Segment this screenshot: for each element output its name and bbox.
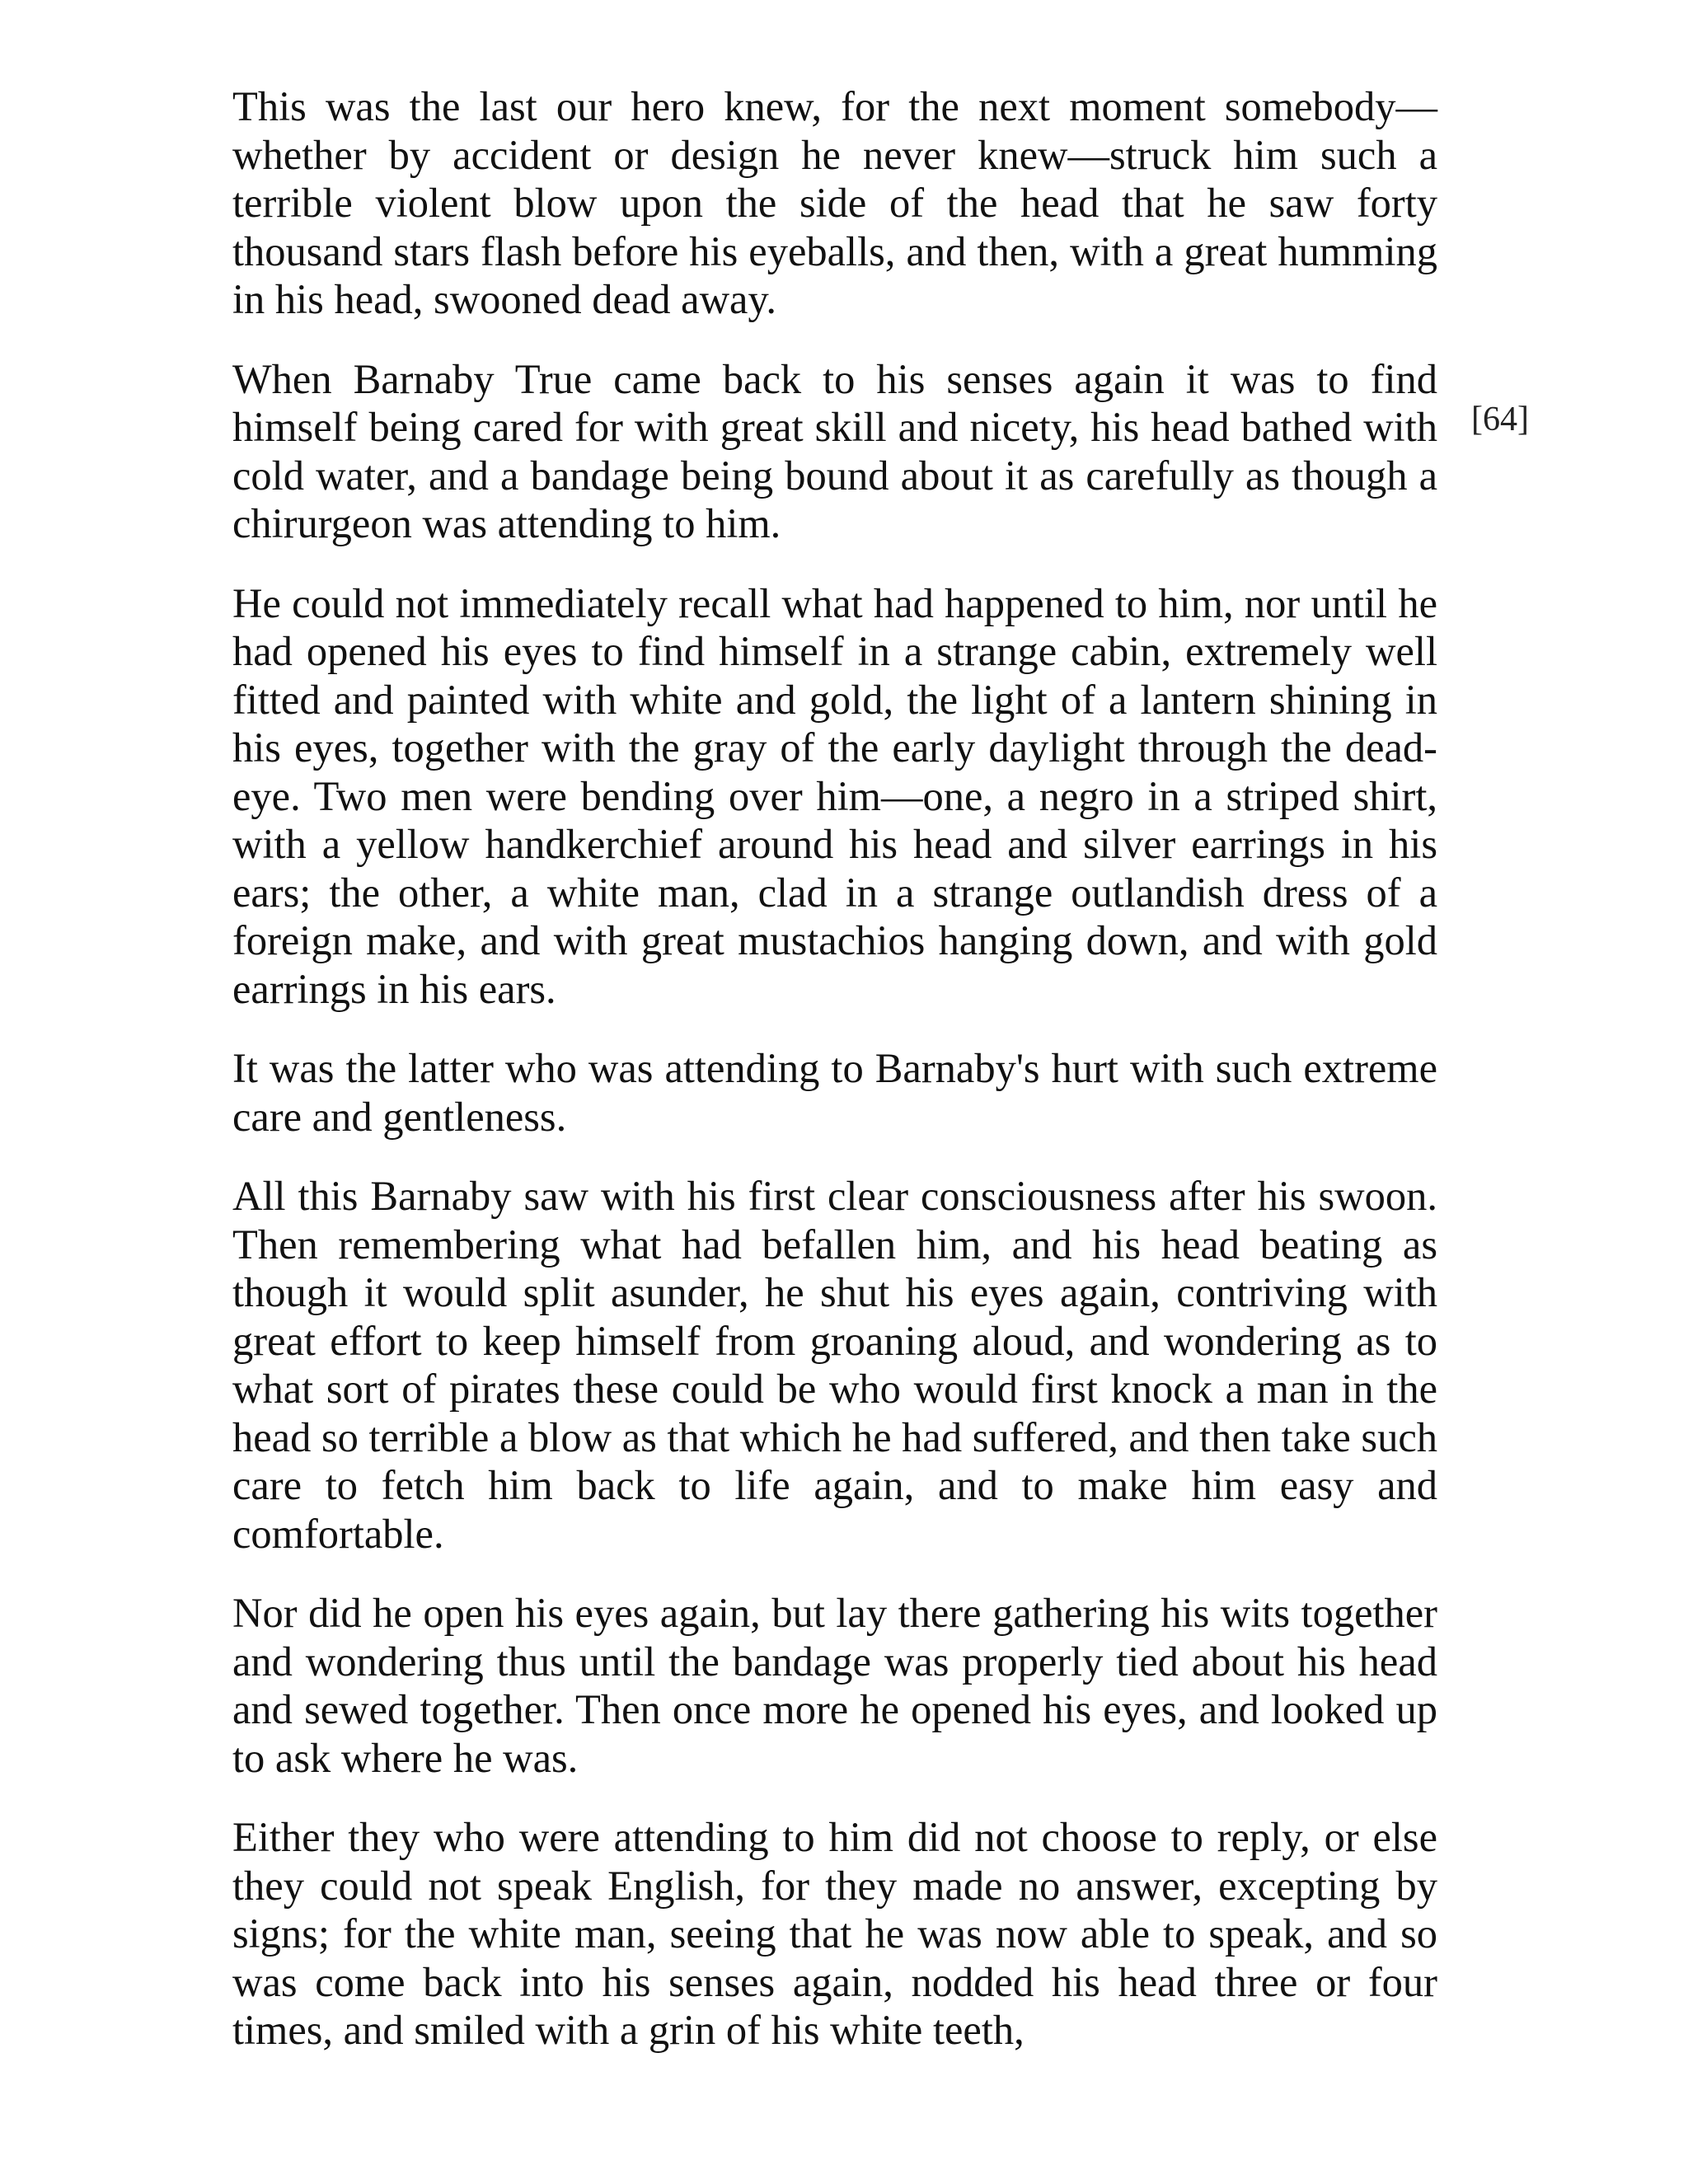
paragraph-7: Either they who were attending to him did not choose to reply, or else they could not speak English, for they made no answer, excepting by signs; for the white man, seeing that he was now able to speak, and so was come back into his senses again, nodded his head three or four times, and smiled with a grin of his white teeth, (232, 1814, 1437, 2053)
paragraph-4: It was the latter who was attending to Barnaby's hurt with such extreme care and gentleness. (232, 1045, 1437, 1140)
paragraph-1: This was the last our hero knew, for the next moment somebody—whether by accident or design he never knew—struck him such a terrible violent blow upon the side of the head that he saw forty thousand stars flash before his eyeballs, and then, with a great humming in his head, swooned dead away. (232, 83, 1437, 322)
paragraph-5: All this Barnaby saw with his first clear consciousness after his swoon. Then remembering what had befallen him, and his head beating as though it would split asunder, he shut his eyes again, contriving with great effort to keep himself from groaning aloud, and wondering as to what sort of pirates these could be who would first knock a man in the head so terrible a blow as that which he had suffered, and then take such care to fetch him back to life again, and to make him easy and comfortable. (232, 1173, 1437, 1557)
paragraph-3: He could not immediately recall what had happened to him, nor until he had opened his eyes to find himself in a strange cabin, extremely well fitted and painted with white and gold, the light of a lantern shining in his eyes, together with the gray of the early daylight through the dead-eye. Two men were bending over him—one, a negro in a striped shirt, with a yellow handkerchief around his head and silver earrings in his ears; the other, a white man, clad in a strange outlandish dress of a foreign make, and with great mustachios hanging down, and with gold earrings in his ears. (232, 579, 1437, 1012)
page-text (232, 82, 1437, 2086)
page-number: [64] (1471, 401, 1529, 438)
paragraph-2: When Barnaby True came back to his senses again it was to find himself being cared for with great skill and nicety, his head bathed with cold water, and a bandage being bound about it as carefully as though a chirurgeon was attending to him. (232, 355, 1437, 546)
paragraph-6: Nor did he open his eyes again, but lay there gathering his wits together and wondering thus until the bandage was properly tied about his head and sewed together. Then once more he opened his eyes, and looked up to ask where he was. (232, 1590, 1437, 1781)
